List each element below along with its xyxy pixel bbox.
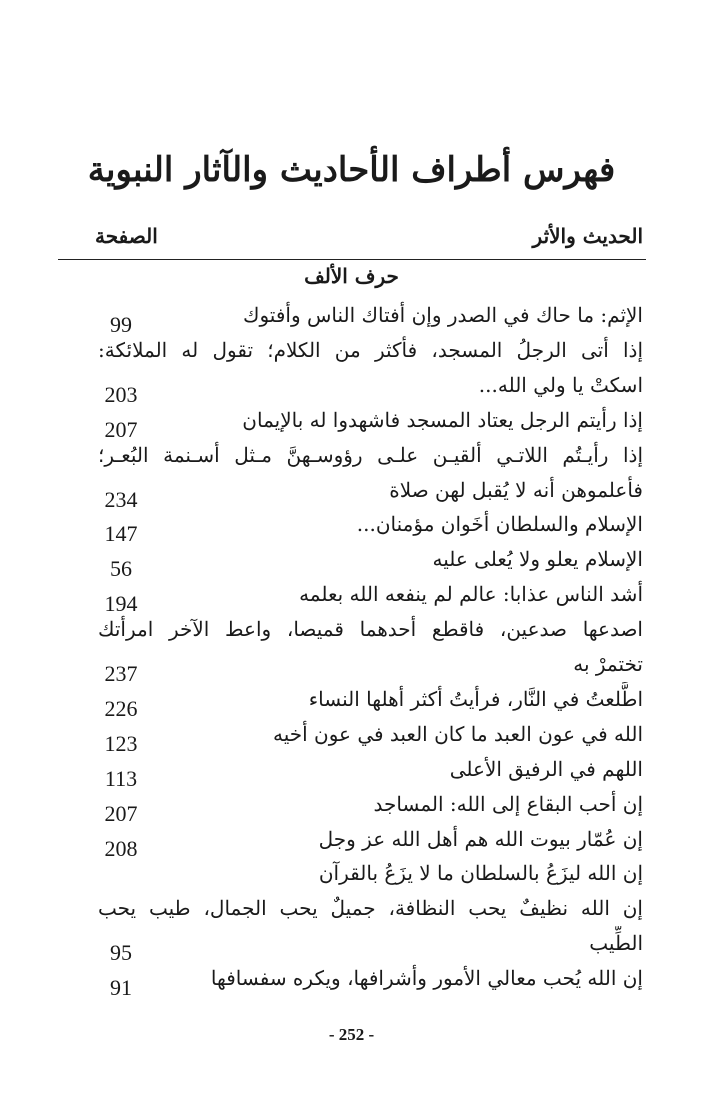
index-entry [0,856,703,890]
entry-page-number: 99 [110,312,132,337]
entry-page-number: 237 [104,661,138,686]
index-entry [0,403,703,442]
index-entry [0,542,703,582]
index-entry [0,473,703,512]
entry-text: إن الله ليزَعُ بالسلطان ما لا يزَعُ بالقرآن [318,861,643,886]
entry-text: أشد الناس عذابا: عالم لم ينفعه الله بعلمه [299,582,643,607]
index-entry [0,507,703,547]
index-entry [0,682,703,721]
page-number: - 252 - [328,1025,375,1044]
entry-page-number: 194 [104,591,138,617]
entry-text: الطِّيب [589,931,643,956]
entry-text: الإثم: ما حاك في الصدر وإن أفتاك الناس وأفتوك [242,303,643,327]
index-entry [0,752,703,791]
entry-page-number: 234 [104,486,138,512]
hadith-column-header: الحديث والأثر [532,224,643,248]
entry-text: الله في عون العبد ما كان العبد في عون أخيه [272,721,643,746]
entry-page-number: 91 [110,975,132,1001]
entry-page-number: 207 [104,800,138,826]
index-entry [0,612,703,646]
entry-page-number: 147 [104,521,138,547]
entry-text: إن عُمّار بيوت الله هم أهل الله عز وجل [318,826,643,851]
index-entry [0,926,703,966]
entry-page-number: 56 [110,556,132,582]
entry-page-number: 207 [104,416,138,442]
index-entry [0,787,703,826]
entry-text: اسكتْ يا ولي الله... [478,372,643,397]
entry-page-number: 226 [104,695,138,721]
index-entry [0,577,703,617]
page-column-header: الصفحة [95,224,158,248]
entry-text: اصدعها صدعين، فاقطع أحدهما قميصا، واعط الآخر امرأتك [98,617,643,642]
entry-page-number: 113 [104,765,138,791]
index-entry [0,368,703,407]
section-heading: حرف الألف [304,264,399,288]
entry-text: إن الله يُحب معالي الأمور وأشرافها، ويكره سفسافها [210,966,643,991]
entry-text: الإسلام والسلطان أخَوان مؤمنان... [356,512,643,537]
index-entry [0,438,703,472]
entry-page-number: 123 [104,730,138,756]
index-entry [0,333,703,367]
entry-text: إن أحب البقاع إلى الله: المساجد [373,791,643,816]
entry-text: إذا رأيـتُم اللاتـي ألقيـن علـى رؤوسـهنَّ مـثل أسـنمة البُعـر؛ [98,442,643,467]
entry-page-number: 208 [104,835,138,861]
entry-text: اطَّلعتُ في النَّار، فرأيتُ أكثر أهلها النساء [308,686,643,711]
entry-text: اللهم في الرفيق الأعلى [449,756,643,781]
index-entry [0,717,703,756]
entry-text: إذا أتى الرجلُ المسجد، فأكثر من الكلام؛ تقول له الملائكة: [98,337,643,362]
entry-page-number: 95 [110,940,132,966]
index-entry [0,891,703,925]
entry-text: إذا رأيتم الرجل يعتاد المسجد فاشهدوا له بالإيمان [242,407,643,432]
entry-text: تختمرْ به [573,652,643,676]
index-entry [0,961,703,1001]
entry-page-number: 203 [104,381,138,407]
entry-text: الإسلام يعلو ولا يُعلى عليه [432,547,643,572]
index-entry [0,822,703,861]
index-entry [0,298,703,337]
entry-text: إن الله نظيفٌ يحب النظافة، جميلٌ يحب الجمال، طيب يحب [98,896,643,921]
entry-text: فأعلموهن أنه لا يُقبل لهن صلاة [389,477,643,502]
index-entry [0,647,703,686]
header-rule [58,259,646,260]
page-title: فهرس أطراف الأحاديث والآثار النبوية [87,150,616,190]
